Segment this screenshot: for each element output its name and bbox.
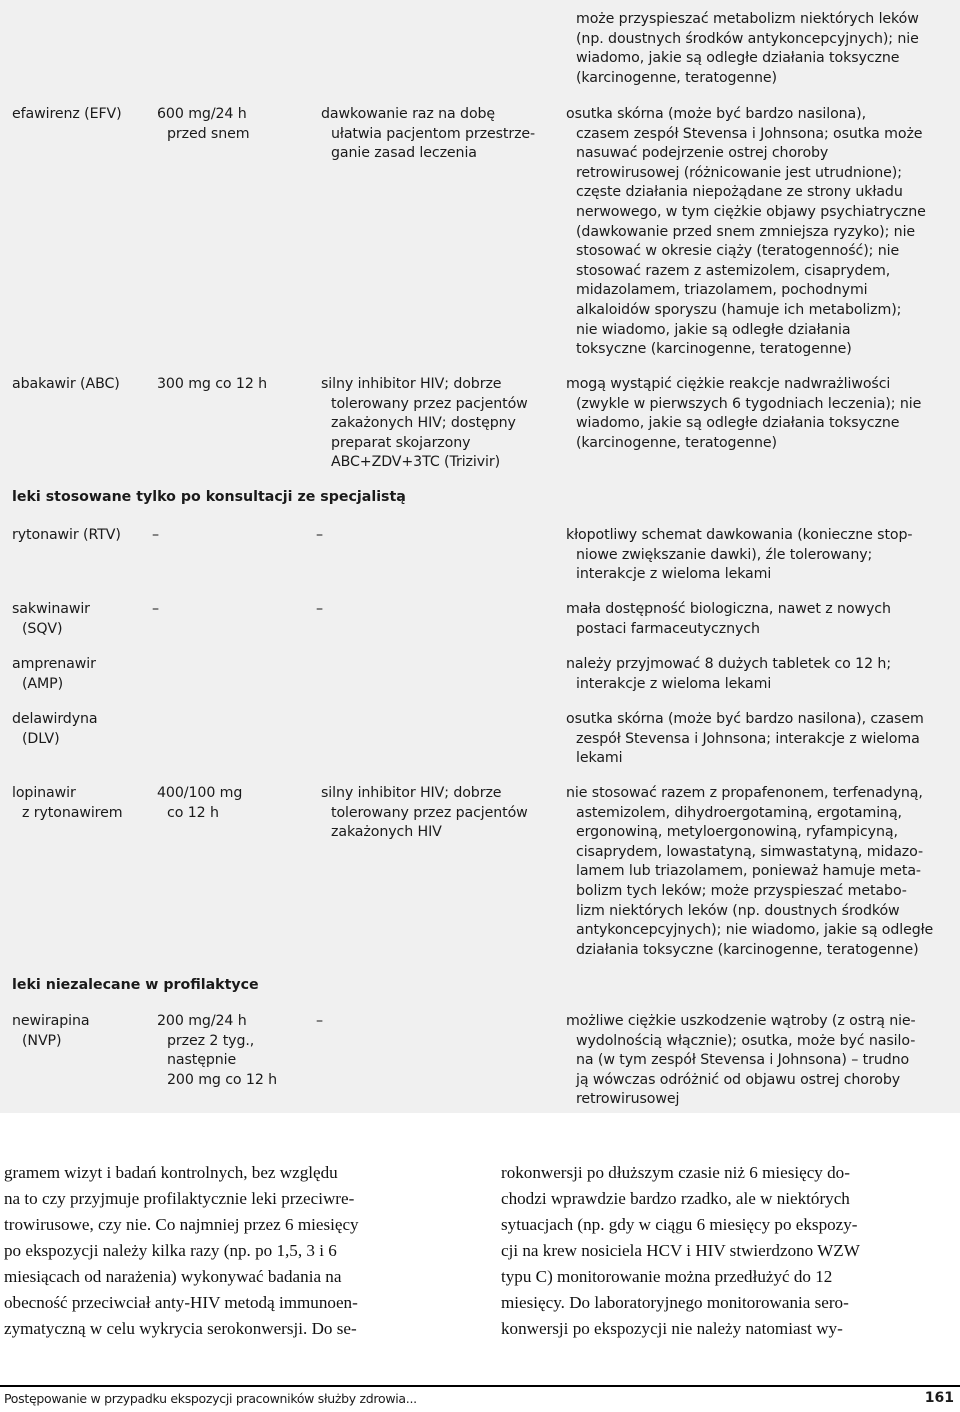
section-specialist: leki stosowane tylko po konsultacji ze specjalistą xyxy=(12,489,406,505)
text-line: ułatwia pacjentom przestrze- xyxy=(331,125,536,142)
text-line: możliwe ciężkie uszkodzenie wątroby (z ostrą nie- xyxy=(566,1013,916,1029)
notes-efv xyxy=(566,105,926,360)
text-line: (DLV) xyxy=(22,730,60,747)
text-line: (SQV) xyxy=(22,620,63,637)
text-line: preparat skojarzony xyxy=(331,434,471,451)
text-line: (karcinogenne, teratogenne) xyxy=(576,69,777,86)
drug-name-nvp xyxy=(12,1012,89,1051)
dose-abc xyxy=(157,375,267,395)
text-line: silny inhibitor HIV; dobrze xyxy=(321,785,502,801)
text-line: dawkowanie raz na dobę xyxy=(321,106,496,122)
text-line: ergonowiną, metyloergonowiną, ryfampicyną, xyxy=(576,824,898,841)
text-line: na (w tym zespół Stevensa i Johnsona) – trudno xyxy=(576,1052,910,1069)
body-text-right xyxy=(501,1160,860,1342)
text-line: 300 mg co 12 h xyxy=(157,376,268,392)
advantages-sqv xyxy=(316,600,323,620)
text-line: wiadomo, jakie są odległe działania toksyczne xyxy=(576,50,900,67)
text-line: (karcinogenne, teratogenne) xyxy=(576,434,777,451)
advantages-nvp xyxy=(316,1012,323,1032)
text-line: (NVP) xyxy=(22,1032,62,1049)
text-line: wydolnością włącznie); osutka, może być nasilo- xyxy=(576,1032,916,1049)
text-line: antykoncepcyjnych); nie wiadomo, jakie są odległe xyxy=(576,922,934,939)
text-line: rokonwersji po dłuższym czasie niż 6 miesięcy do- xyxy=(501,1163,850,1182)
dose-efv xyxy=(157,105,249,144)
text-line: mała dostępność biologiczna, nawet z nowych xyxy=(566,601,891,617)
text-line: – xyxy=(316,601,323,617)
text-line: cji na krew nosiciela HCV i HIV stwierdzono WZW xyxy=(501,1241,860,1260)
text-line: miesięcy. Do laboratoryjnego monitorowania sero- xyxy=(501,1293,849,1312)
footer-title: Postępowanie w przypadku ekspozycji pracowników służby zdrowia... xyxy=(4,1391,417,1406)
drug-name-dlv xyxy=(12,710,98,749)
dose-rtv xyxy=(152,526,159,546)
text-line: co 12 h xyxy=(167,804,219,821)
text-line: mogą wystąpić ciężkie reakcje nadwrażliwości xyxy=(566,376,891,392)
notes-sqv xyxy=(566,600,891,639)
text-line: konwersji po ekspozycji nie należy natomiast wy- xyxy=(501,1319,843,1338)
text-line: – xyxy=(152,601,159,617)
text-line: na to czy przyjmuje profilaktycznie leki przeciwre- xyxy=(4,1189,355,1208)
text-line: obecność przeciwciał anty-HIV metodą immunoen- xyxy=(4,1293,358,1312)
notes-amp xyxy=(566,655,891,694)
drug-name-efv xyxy=(12,105,122,125)
text-line: typu C) monitorowanie można przedłużyć do 12 xyxy=(501,1267,833,1286)
text-line: abakawir (ABC) xyxy=(12,376,120,392)
text-line: następnie xyxy=(167,1052,237,1069)
text-line: po ekspozycji należy kilka razy (np. po 1,5, 3 i 6 xyxy=(4,1241,337,1260)
text-line: (zwykle w pierwszych 6 tygodniach leczenia); nie xyxy=(576,395,922,412)
text-line: należy przyjmować 8 dużych tabletek co 12 h; xyxy=(566,656,891,672)
text-line: retrowirusowej (różnicowanie jest utrudnione); xyxy=(576,164,902,181)
text-line: lizm niektórych leków (np. doustnych środków xyxy=(576,902,900,919)
text-line: lopinawir xyxy=(12,785,76,801)
page-number: 161 xyxy=(924,1390,954,1406)
text-line: zespół Stevensa i Johnsona; interakcje z wieloma xyxy=(576,730,920,747)
text-line: częste działania niepożądane ze strony układu xyxy=(576,184,903,201)
text-line: sakwinawir xyxy=(12,601,90,617)
text-line: zakażonych HIV xyxy=(331,824,442,841)
notes-rtv xyxy=(566,526,912,585)
text-line: nie wiadomo, jakie są odległe działania xyxy=(576,321,851,338)
advantages-rtv xyxy=(316,526,323,546)
text-line: 200 mg co 12 h xyxy=(167,1071,278,1088)
text-line: osutka skórna (może być bardzo nasilona), czasem xyxy=(566,711,924,727)
text-line: amprenawir xyxy=(12,656,96,672)
dose-lpv xyxy=(157,784,242,823)
text-line: – xyxy=(152,527,159,543)
text-line: ABC+ZDV+3TC (Trizivir) xyxy=(331,454,501,471)
text-line: trowirusowe, czy nie. Co najmniej przez 6 miesięcy xyxy=(4,1215,359,1234)
text-line: stosować w okresie ciąży (teratogenność); nie xyxy=(576,243,900,260)
text-line: może przyspieszać metabolizm niektórych leków xyxy=(576,11,919,27)
text-line: newirapina xyxy=(12,1013,90,1029)
text-line: gramem wizyt i badań kontrolnych, bez względu xyxy=(4,1163,338,1182)
text-line: działania toksyczne (karcinogenne, teratogenne) xyxy=(576,941,919,958)
text-line: chodzi wprawdzie bardzo rzadko, ale w niektórych xyxy=(501,1189,850,1208)
text-line: ją wówczas odróżnić od objawu ostrej choroby xyxy=(576,1071,901,1088)
text-line: 600 mg/24 h xyxy=(157,106,247,122)
text-line: stosować razem z astemizolem, cisaprydem, xyxy=(576,262,891,279)
text-line: kłopotliwy schemat dawkowania (konieczne stop- xyxy=(566,527,913,543)
text-line: czasem zespół Stevensa i Johnsona; osutka może xyxy=(576,125,923,142)
text-line: delawirdyna xyxy=(12,711,98,727)
text-line: – xyxy=(316,1013,323,1029)
text-line: 400/100 mg xyxy=(157,785,243,801)
text-line: (dawkowanie przed snem zmniejsza ryzyko); nie xyxy=(576,223,916,240)
text-line: cisaprydem, lowastatyną, simwastatyną, midazo- xyxy=(576,843,924,860)
text-line: nerwowego, w tym ciężkie objawy psychiatryczne xyxy=(576,203,926,220)
section-not-recommended: leki niezalecane w profilaktyce xyxy=(12,977,259,993)
notes-nvp xyxy=(566,1012,916,1110)
advantages-efv xyxy=(321,105,535,164)
drug-name-rtv xyxy=(12,526,121,546)
text-line: przez 2 tyg., xyxy=(167,1032,255,1049)
drug-name-amp xyxy=(12,655,96,694)
text-line: miesiącach od narażenia) wykonywać badania na xyxy=(4,1267,342,1286)
text-line: rytonawir (RTV) xyxy=(12,527,121,543)
text-line: interakcje z wieloma lekami xyxy=(576,675,772,692)
text-line: z rytonawirem xyxy=(22,804,123,821)
text-line: zakażonych HIV; dostępny xyxy=(331,415,516,432)
advantages-lpv xyxy=(321,784,528,843)
dose-nvp xyxy=(157,1012,277,1090)
text-line: wiadomo, jakie są odległe działania toksyczne xyxy=(576,415,900,432)
text-line: nasuwać podejrzenie ostrej choroby xyxy=(576,145,829,162)
text-line: midazolamem, triazolamem, pochodnymi xyxy=(576,282,868,299)
text-line: osutka skórna (może być bardzo nasilona), xyxy=(566,106,866,122)
text-line: przed snem xyxy=(167,125,250,142)
drug-name-lpv xyxy=(12,784,122,823)
notes-dlv xyxy=(566,710,924,769)
drug-name-abc xyxy=(12,375,120,395)
text-line: ganie zasad leczenia xyxy=(331,145,477,162)
text-line: interakcje z wieloma lekami xyxy=(576,566,772,583)
text-line: tolerowany przez pacjentów xyxy=(331,395,528,412)
notes-abc xyxy=(566,375,921,453)
text-line: zymatyczną w celu wykrycia serokonwersji. Do se- xyxy=(4,1319,357,1338)
text-line: nie stosować razem z propafenonem, terfenadyną, xyxy=(566,785,923,801)
notes-lpv xyxy=(566,784,933,960)
drug-name-sqv xyxy=(12,600,90,639)
advantages-abc xyxy=(321,375,528,473)
footer-rule xyxy=(0,1385,960,1387)
text-line: tolerowany przez pacjentów xyxy=(331,804,528,821)
text-line: alkaloidów sporyszu (hamuje ich metabolizm); xyxy=(576,301,902,318)
text-line: (np. doustnych środków antykoncepcyjnych); nie xyxy=(576,30,919,47)
body-text-left xyxy=(4,1160,359,1342)
text-line: postaci farmaceutycznych xyxy=(576,620,760,637)
text-line: lamem lub triazolamem, ponieważ hamuje meta- xyxy=(576,863,921,880)
text-line: niowe zwiększanie dawki), źle tolerowany; xyxy=(576,546,873,563)
text-line: retrowirusowej xyxy=(576,1091,680,1108)
text-line: efawirenz (EFV) xyxy=(12,106,122,122)
text-line: sytuacjach (np. gdy w ciągu 6 miesięcy po ekspozy- xyxy=(501,1215,858,1234)
text-line: – xyxy=(316,527,323,543)
text-line: silny inhibitor HIV; dobrze xyxy=(321,376,502,392)
text-line: (AMP) xyxy=(22,675,64,692)
text-line: toksyczne (karcinogenne, teratogenne) xyxy=(576,341,852,358)
text-line: lekami xyxy=(576,750,623,767)
text-line: astemizolem, dihydroergotaminą, ergotaminą, xyxy=(576,804,902,821)
text-line: bolizm tych leków; może przyspieszać metabo- xyxy=(576,882,907,899)
top-note xyxy=(576,10,919,88)
text-line: 200 mg/24 h xyxy=(157,1013,247,1029)
dose-sqv xyxy=(152,600,159,620)
